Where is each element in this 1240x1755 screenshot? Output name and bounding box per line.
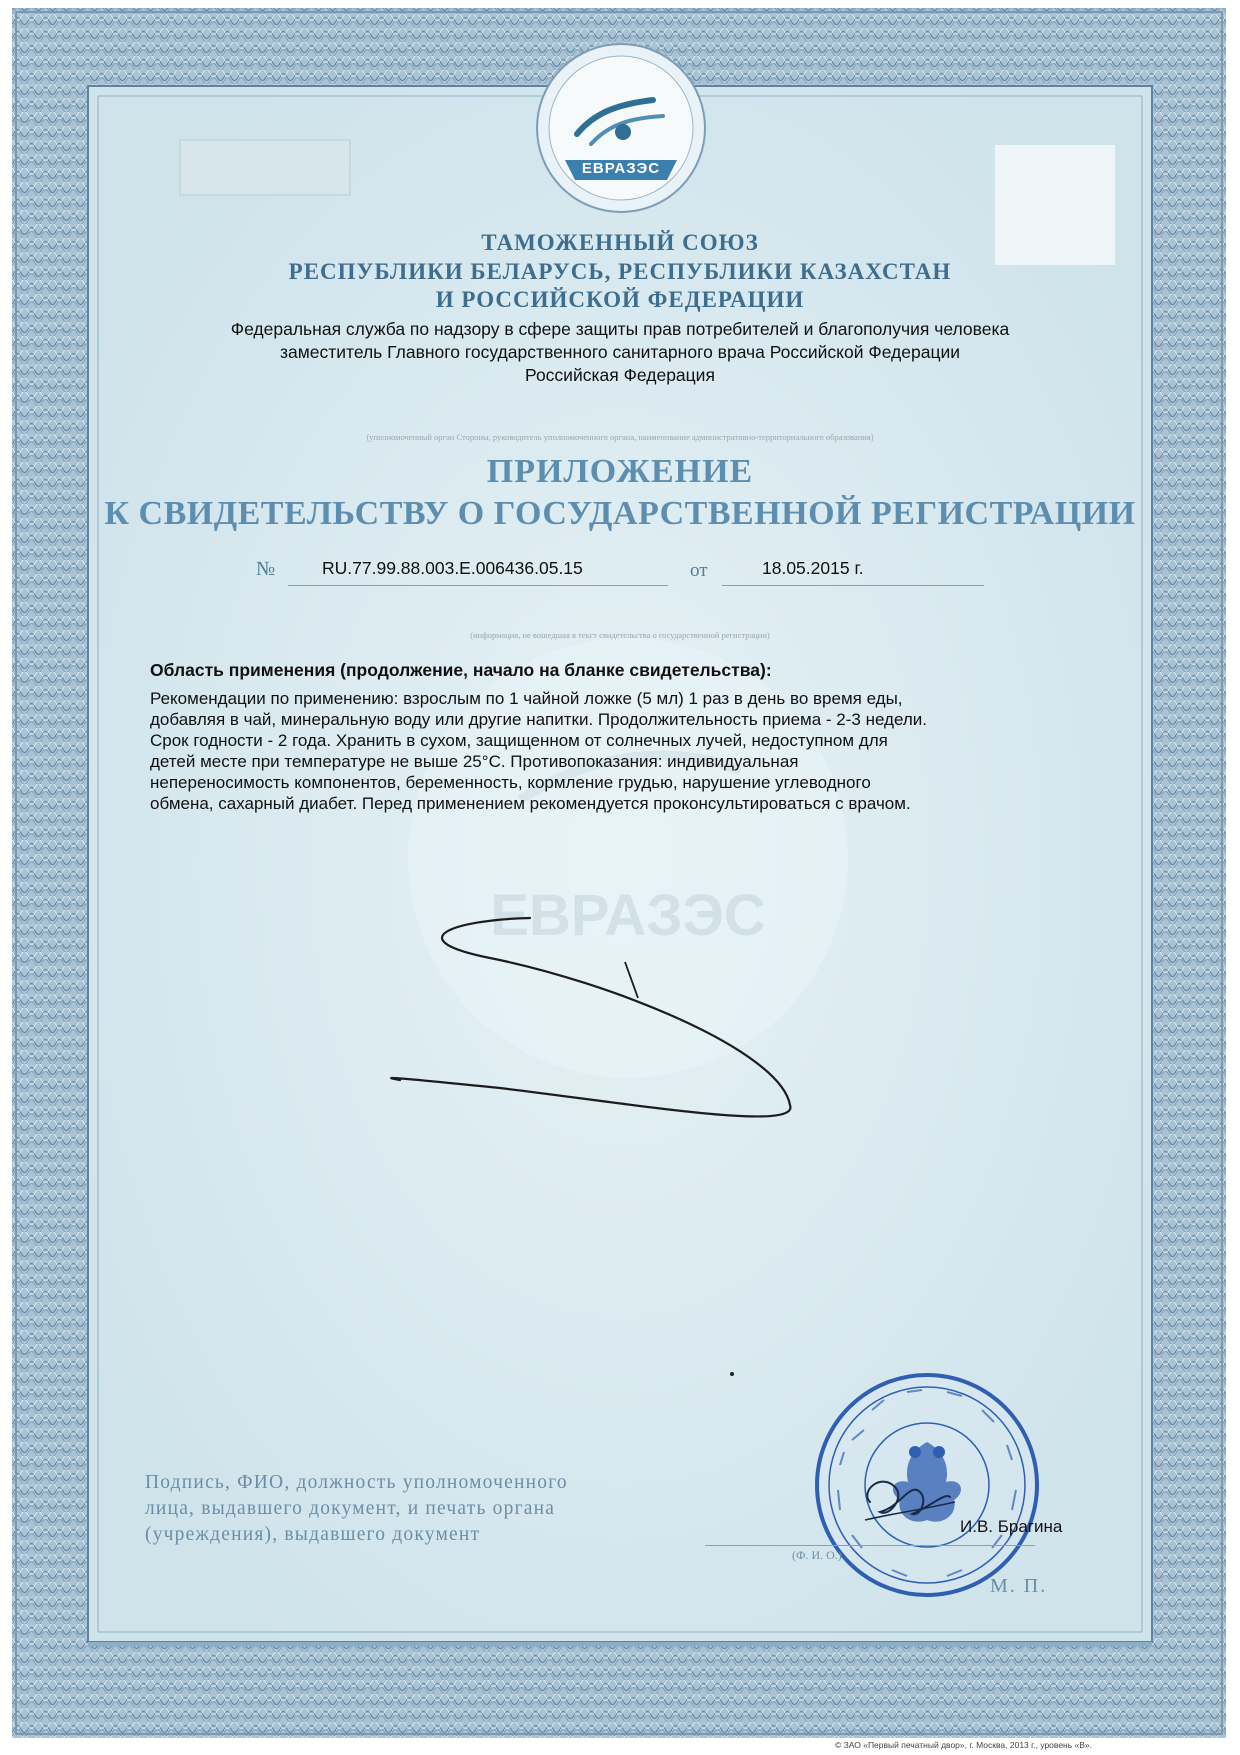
number-label: № xyxy=(256,558,276,580)
signature-underline xyxy=(705,1545,1035,1546)
authority-line-3: Российская Федерация xyxy=(525,365,715,385)
signature-caption xyxy=(145,1470,568,1548)
header-line-2: РЕСПУБЛИКИ БЕЛАРУСЬ, РЕСПУБЛИКИ КАЗАХСТАН xyxy=(288,259,952,284)
authority-caption: (уполномоченный орган Стороны, руководитель уполномоченного органа, наименование административно-территориального образования) xyxy=(366,432,874,442)
ink-dot xyxy=(730,1372,734,1376)
date-underline xyxy=(722,585,984,586)
authority-line-1: Федеральная служба по надзору в сфере защиты прав потребителей и благополучия человека xyxy=(230,319,1010,339)
fio-label: (Ф. И. О.) xyxy=(792,1548,842,1562)
date-label: от xyxy=(690,560,708,581)
signer-name: И.В. Брагина xyxy=(960,1517,1063,1536)
blank-space-strikeout-mark xyxy=(380,900,820,1140)
body-line: детей месте при температуре не выше 25°С. Противопоказания: индивидуальная xyxy=(150,752,799,771)
header-line-3: И РОССИЙСКОЙ ФЕДЕРАЦИИ xyxy=(435,287,805,312)
body-line: непереносимость компонентов, беременность, кормление грудью, нарушение углеводного xyxy=(150,773,871,792)
mp-label: М. П. xyxy=(990,1575,1048,1597)
body-line: обмена, сахарный диабет. Перед применением рекомендуется проконсультироваться с врачом. xyxy=(150,794,911,813)
registration-caption: (информация, не вошедшая в текст свидетельства о государственной регистрации) xyxy=(470,630,770,640)
svg-text:ЕВРАЗЭС: ЕВРАЗЭС xyxy=(490,883,766,948)
registration-date: 18.05.2015 г. xyxy=(762,558,864,578)
authority-line-2: заместитель Главного государственного санитарного врача Российской Федерации xyxy=(279,342,961,362)
signature-caption-line: лица, выдавшего документ, и печать органа xyxy=(145,1498,556,1519)
body-line: добавляя в чай, минеральную воду или другие напитки. Продолжительность приема - 2-3 недели. xyxy=(150,710,928,729)
title-line-1: ПРИЛОЖЕНИЕ xyxy=(486,453,754,490)
registration-number: RU.77.99.88.003.Е.006436.05.15 xyxy=(322,558,583,578)
body-line: Срок годности - 2 года. Хранить в сухом, защищенном от солнечных лучей, недоступном для xyxy=(150,731,888,750)
eurasec-logo-icon xyxy=(535,42,707,214)
printer-note: © ЗАО «Первый печатный двор», г. Москва, 2013 г., уровень «В». xyxy=(835,1740,1093,1750)
signature-caption-line: (учреждения), выдавшего документ xyxy=(145,1524,481,1545)
title-line-2: К СВИДЕТЕЛЬСТВУ О ГОСУДАРСТВЕННОЙ РЕГИСТРАЦИИ xyxy=(104,495,1136,532)
header-line-1: ТАМОЖЕННЫЙ СОЮЗ xyxy=(481,230,759,255)
number-underline xyxy=(288,585,668,586)
signature-caption-line: Подпись, ФИО, должность уполномоченного xyxy=(145,1472,568,1493)
body-paragraph xyxy=(150,688,1110,814)
body-line: Рекомендации по применению: взрослым по 1 чайной ложке (5 мл) 1 раз в день во время еды, xyxy=(150,689,903,708)
eurasec-emblem xyxy=(535,42,707,214)
emblem-label: ЕВРАЗЭС xyxy=(581,160,661,177)
body-heading: Область применения (продолжение, начало на бланке свидетельства): xyxy=(150,660,772,680)
handwritten-signature xyxy=(850,1462,960,1542)
